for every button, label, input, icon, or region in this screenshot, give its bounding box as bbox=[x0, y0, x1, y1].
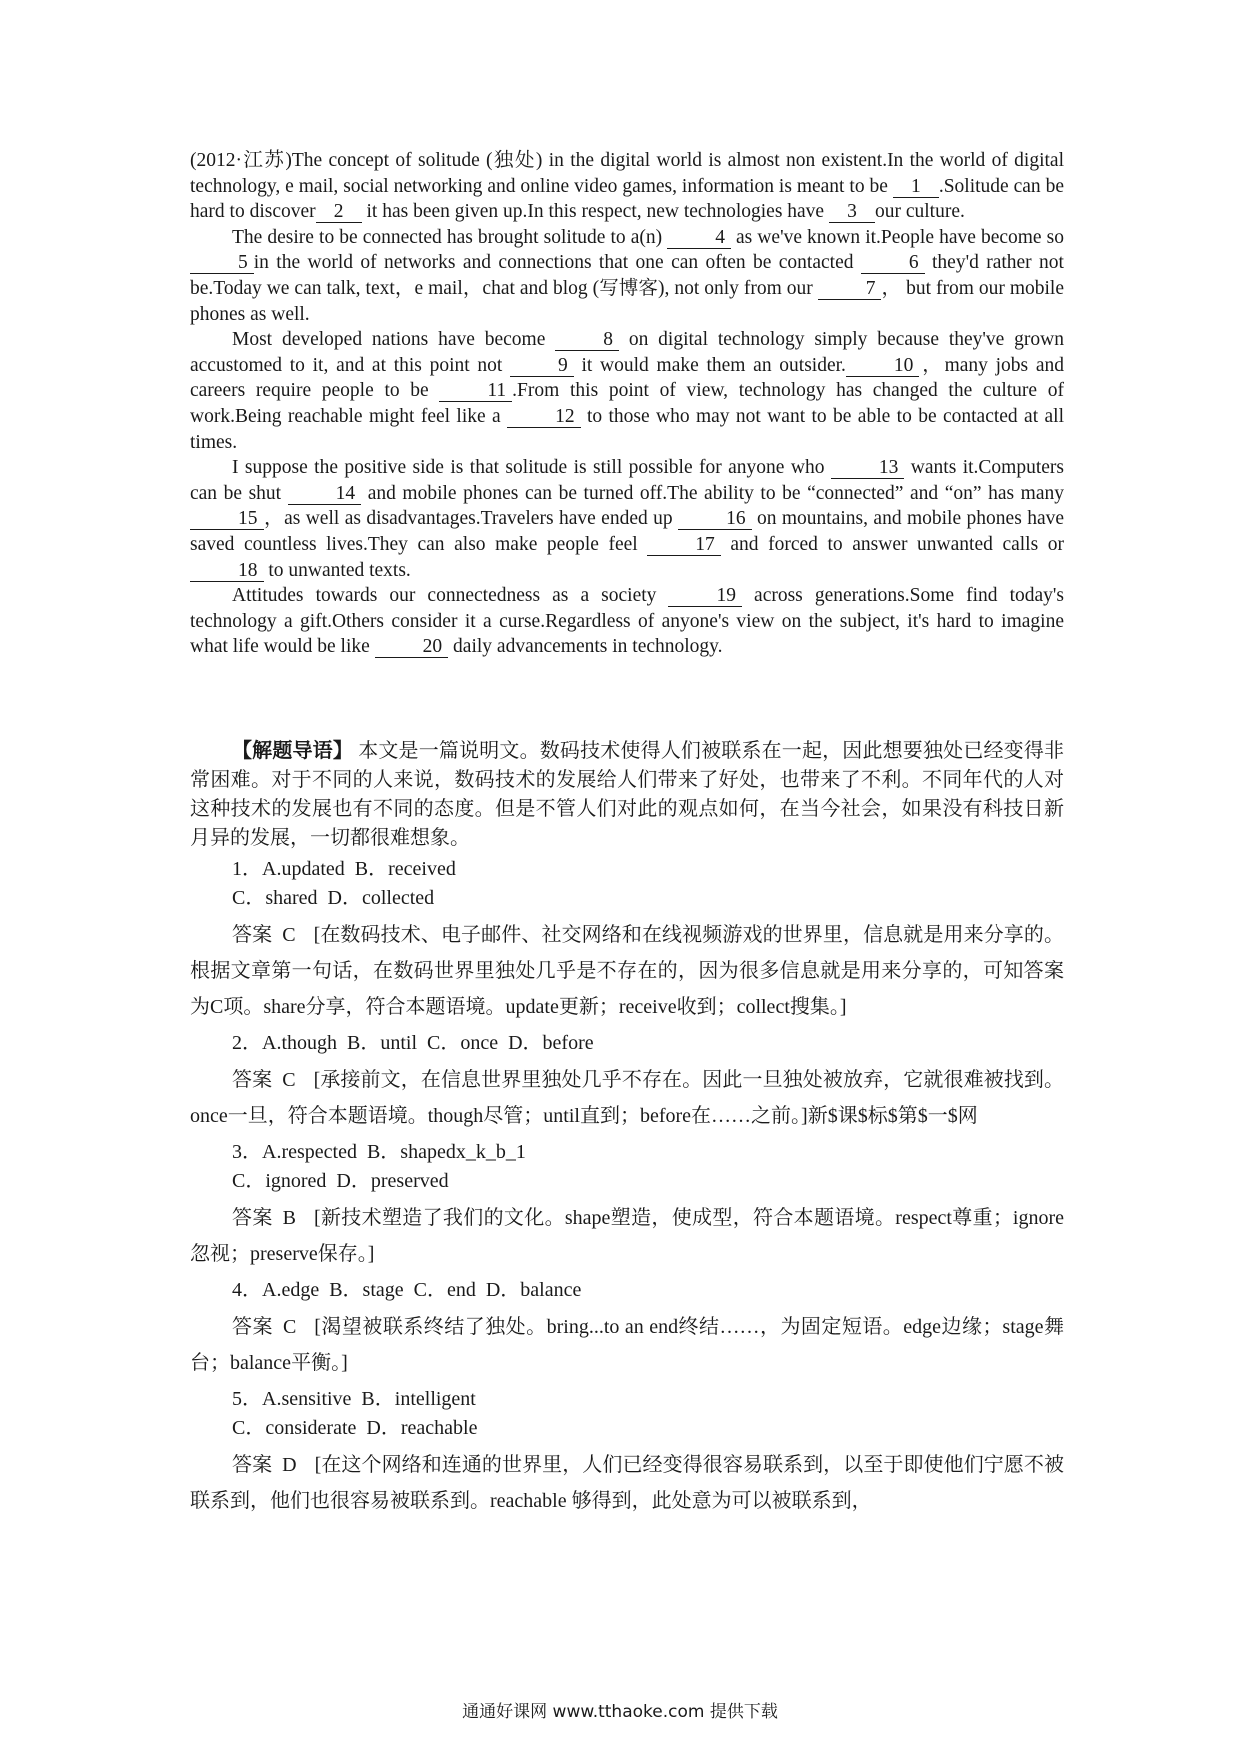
explanation-section bbox=[190, 736, 1064, 1523]
passage-text: Attitudes towards our connectedness as a society bbox=[232, 585, 669, 607]
answer-paragraph bbox=[190, 1309, 1064, 1381]
question-block bbox=[190, 855, 1064, 1025]
blank-18: 18 bbox=[190, 561, 264, 582]
answer-label: 答案 bbox=[232, 1069, 273, 1091]
passage-paragraph bbox=[190, 225, 1064, 327]
passage-text: I suppose the positive side is that solitude is still possible for anyone who bbox=[232, 457, 831, 479]
blank-12: 12 bbox=[507, 407, 581, 428]
blank-15: 15 bbox=[190, 509, 264, 530]
blank-13: 13 bbox=[831, 458, 905, 479]
guide-text: 本文是一篇说明文。数码技术使得人们被联系在一起，因此想要独处已经变得非常困难。对于不同的人来说，数码技术的发展给人们带来了好处，也带来了不利。不同年代的人对这种技术的发展也有不同的态度。但是不管人们对此的观点如何，在当今社会，如果没有科技日新月异的发展，一切都很难想象。 bbox=[190, 740, 1065, 849]
blank-20: 20 bbox=[375, 637, 449, 658]
question-options: 5．A.sensitive B．intelligent bbox=[232, 1388, 476, 1410]
guide-paragraph bbox=[190, 736, 1064, 853]
passage-paragraph bbox=[190, 327, 1064, 455]
passage-text: and forced to answer unwanted calls or bbox=[720, 533, 1064, 555]
answer-label: 答案 bbox=[232, 1316, 273, 1338]
question-block bbox=[190, 1029, 1064, 1134]
answer-label: 答案 bbox=[232, 1207, 273, 1229]
passage-text: as we've known it.People have become so bbox=[730, 226, 1064, 248]
passage-text: they'd rather not be.Today we can talk, text，e mail，chat and blog (写博客), not only from our bbox=[190, 252, 1064, 299]
blank-19: 19 bbox=[668, 586, 742, 607]
passage-text: .From this point of view, technology has changed the culture of work.Being reachable might feel like a bbox=[190, 380, 1064, 427]
blank-5: 5 bbox=[190, 253, 254, 274]
passage-text: on digital technology simply because they've grown accustomed to it, and at this point not bbox=[190, 329, 1064, 376]
blank-10: 10 bbox=[846, 356, 920, 377]
passage-text: in the world of networks and connections that one can often be contacted bbox=[253, 252, 861, 274]
answer-letter: C bbox=[282, 924, 296, 946]
blank-17: 17 bbox=[647, 535, 721, 556]
question-list bbox=[190, 855, 1064, 1519]
passage-paragraph bbox=[190, 148, 1064, 225]
question-options: C．considerate D．reachable bbox=[232, 1417, 478, 1439]
question-options: C．shared D．collected bbox=[232, 887, 435, 909]
passage-text: to those who may not want to be able to be contacted at all times. bbox=[190, 405, 1064, 453]
question-block bbox=[190, 1385, 1064, 1519]
answer-explanation: [渴望被联系终结了独处。bring...to an end终结……，为固定短语。edge边缘；stage舞台；balance平衡。] bbox=[190, 1316, 1064, 1374]
guide-tag: 【解题导语】 bbox=[232, 738, 354, 762]
passage-text: ，as well as disadvantages.Travelers have ended up bbox=[263, 508, 679, 530]
passage-text: and mobile phones can be turned off.The ability to be “connected” and “on” has many bbox=[361, 482, 1064, 504]
answer-paragraph bbox=[190, 1062, 1064, 1134]
passage-text: on mountains, and mobile phones have saved countless lives.They can also make people feel bbox=[190, 508, 1065, 555]
answer-explanation: [在数码技术、电子邮件、社交网络和在线视频游戏的世界里，信息就是用来分享的。根据文章第一句话，在数码世界里独处几乎是不存在的，因为很多信息就是用来分享的，可知答案为C项。share分享，符合本题语境。update更新；receive收到；collect搜集。] bbox=[190, 924, 1065, 1018]
passage-text: wants it.Computers can be shut bbox=[190, 457, 1064, 504]
answer-explanation: [新技术塑造了我们的文化。shape塑造，使成型，符合本题语境。respect尊重；ignore忽视；preserve保存。] bbox=[190, 1207, 1065, 1265]
question-options: 3．A.respected B．shapedx_k_b_1 bbox=[232, 1141, 526, 1163]
passage-text: .Solitude can be hard to discover bbox=[190, 175, 1064, 223]
blank-14: 14 bbox=[288, 484, 362, 505]
blank-4: 4 bbox=[667, 228, 731, 249]
passage-text: ， but from our mobile phones as well. bbox=[190, 277, 1064, 325]
blank-16: 16 bbox=[678, 509, 752, 530]
answer-paragraph bbox=[190, 917, 1064, 1025]
question-options: 1．A.updated B．received bbox=[232, 858, 456, 880]
page-footer: 通通好课网 www.tthaoke.com 提供下载 bbox=[462, 1702, 778, 1722]
passage-text: to unwanted texts. bbox=[263, 559, 411, 581]
answer-paragraph bbox=[190, 1200, 1064, 1272]
passage-text: it would make them an outsider. bbox=[573, 354, 846, 376]
passage-text: daily advancements in technology. bbox=[448, 636, 723, 658]
question-block bbox=[190, 1138, 1064, 1272]
passage-text: our culture. bbox=[874, 201, 965, 223]
blank-8: 8 bbox=[555, 330, 619, 351]
passage-text: across generations.Some find today's technology a gift.Others consider it a curse.Regardless of anyone's view on the subject, it's hard to imagine what life would be like bbox=[190, 585, 1064, 658]
passage-text: Most developed nations have become bbox=[232, 329, 556, 351]
question-options: 2．A.though B．until C．once D．before bbox=[232, 1032, 594, 1054]
answer-label: 答案 bbox=[232, 924, 273, 946]
blank-2: 2 bbox=[316, 202, 362, 223]
answer-letter: D bbox=[282, 1454, 297, 1476]
answer-paragraph bbox=[190, 1447, 1064, 1519]
blank-11: 11 bbox=[439, 381, 512, 402]
question-options: 4．A.edge B．stage C．end D．balance bbox=[232, 1279, 582, 1301]
question-block bbox=[190, 1276, 1064, 1381]
answer-letter: C bbox=[282, 1316, 297, 1338]
blank-3: 3 bbox=[829, 202, 875, 223]
answer-explanation: [在这个网络和连通的世界里，人们已经变得很容易联系到，以至于即使他们宁愿不被联系到，他们也很容易被联系到。reachable 够得到，此处意为可以被联系到， bbox=[190, 1454, 1064, 1512]
answer-explanation: [承接前文，在信息世界里独处几乎不存在。因此一旦独处被放弃，它就很难被找到。once一旦，符合本题语境。though尽管；until直到；before在……之前。]新$课$标$第$一$网 bbox=[190, 1069, 1065, 1127]
passage-paragraph bbox=[190, 583, 1064, 660]
blank-7: 7 bbox=[818, 279, 882, 300]
blank-6: 6 bbox=[861, 253, 925, 274]
passage-text: ，many jobs and careers require people to be bbox=[190, 354, 1065, 402]
blank-9: 9 bbox=[510, 356, 574, 377]
answer-letter: C bbox=[282, 1069, 296, 1091]
passage-text: The desire to be connected has brought solitude to a(n) bbox=[232, 226, 668, 248]
answer-label: 答案 bbox=[232, 1454, 273, 1476]
passage-paragraph bbox=[190, 455, 1064, 583]
passage-text: (2012·江苏)The concept of solitude (独处) in the digital world is almost non existent.In the world of digital technology, e mail, social networking and online video games, information is meant to be bbox=[190, 150, 1064, 197]
passage-text: it has been given up.In this respect, new technologies have bbox=[361, 201, 829, 223]
cloze-passage bbox=[190, 148, 1064, 660]
question-options: C．ignored D．preserved bbox=[232, 1170, 449, 1192]
blank-1: 1 bbox=[893, 177, 939, 198]
answer-letter: B bbox=[282, 1207, 296, 1229]
